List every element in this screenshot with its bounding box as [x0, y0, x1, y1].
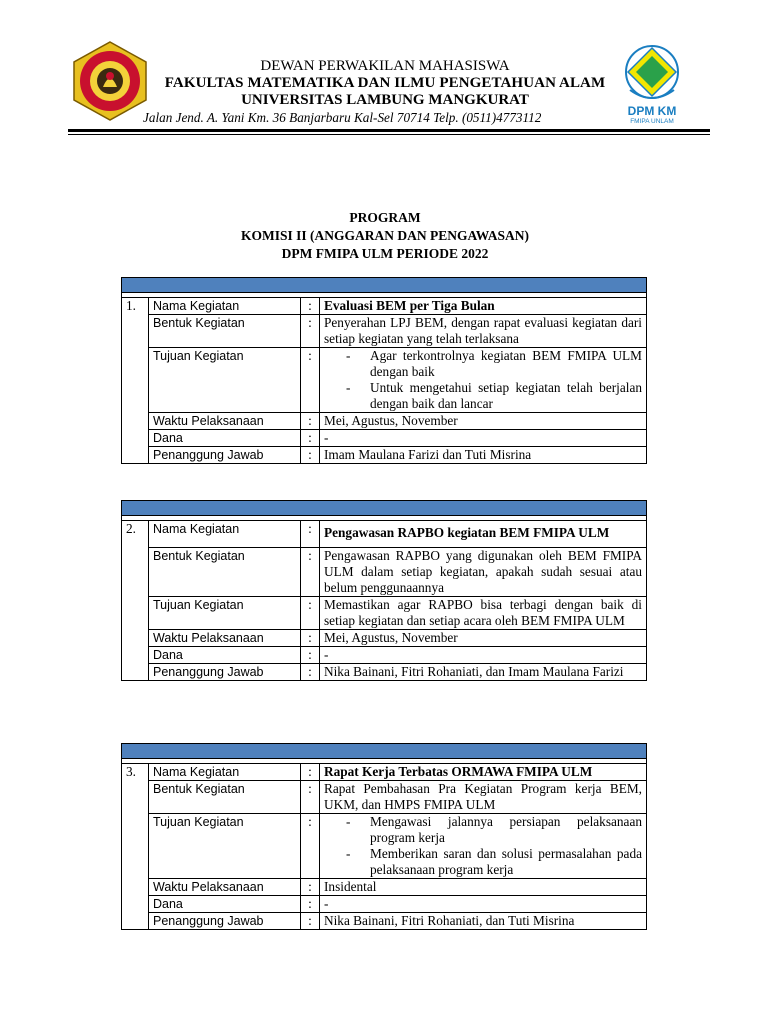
doc-title: PROGRAM — [349, 210, 421, 225]
label-waktu: Waktu Pelaksanaan — [149, 413, 301, 430]
label-tujuan: Tujuan Kegiatan — [149, 348, 301, 413]
table-header-band — [122, 501, 647, 516]
table-header-band — [122, 278, 647, 293]
doc-period: DPM FMIPA ULM PERIODE 2022 — [281, 246, 489, 261]
program-time: Mei, Agustus, November — [320, 630, 647, 647]
label-dana: Dana — [149, 430, 301, 447]
program-pic: Nika Bainani, Fitri Rohaniati, dan Tuti Misrina — [320, 913, 647, 930]
label-nama: Nama Kegiatan — [149, 298, 301, 315]
program-funds: - — [320, 647, 647, 664]
header-address: Jalan Jend. A. Yani Km. 36 Banjarbaru Kal-Sel 70714 Telp. (0511)4773112 — [143, 110, 542, 125]
label-pj: Penanggung Jawab — [149, 913, 301, 930]
label-waktu: Waktu Pelaksanaan — [149, 630, 301, 647]
program-pic: Imam Maulana Farizi dan Tuti Misrina — [320, 447, 647, 464]
program-table-2: 2. Nama Kegiatan : Pengawasan RAPBO kegiatan BEM FMIPA ULM Bentuk Kegiatan : Pengawasan RAPBO yang digunakan oleh BEM FMIPA ULM dalam setiap kegiatan, apakah sudah sesuai atau belum penggunaannya Tujuan Kegiatan : Memastikan agar RAPBO bisa terbagi dengan baik di setiap kegiatan dan setiap acara oleh BEM FMIPA ULM Waktu Pelaksanaan : Mei, Agustus, November Dana : - Penanggung Jawab : Nika Bainani, Fitri Rohaniati, dan Imam Maulana Farizi — [121, 500, 647, 681]
doc-subtitle: KOMISI II (ANGGARAN DAN PENGAWASAN) — [240, 228, 529, 243]
table-header-band — [122, 744, 647, 759]
program-funds: - — [320, 896, 647, 913]
goal-item: - Agar terkontrolnya kegiatan BEM FMIPA ULM dengan baik — [370, 348, 642, 380]
label-tujuan: Tujuan Kegiatan — [149, 814, 301, 879]
program-time: Mei, Agustus, November — [320, 413, 647, 430]
program-form: Rapat Pembahasan Pra Kegiatan Program kerja BEM, UKM, dan HMPS FMIPA ULM — [320, 781, 647, 814]
program-name: Evaluasi BEM per Tiga Bulan — [320, 298, 647, 315]
header-rule — [68, 129, 710, 132]
program-number: 2. — [122, 521, 149, 681]
program-time: Insidental — [320, 879, 647, 896]
program-name: Pengawasan RAPBO kegiatan BEM FMIPA ULM — [320, 521, 647, 548]
program-pic: Nika Bainani, Fitri Rohaniati, dan Imam Maulana Farizi — [320, 664, 647, 681]
label-tujuan: Tujuan Kegiatan — [149, 597, 301, 630]
goal-item: - Mengawasi jalannya persiapan pelaksanaan program kerja — [370, 814, 642, 846]
program-form: Penyerahan LPJ BEM, dengan rapat evaluasi kegiatan dari setiap kegiatan yang telah terlaksana — [320, 315, 647, 348]
header-university: UNIVERSITAS LAMBUNG MANGKURAT — [241, 92, 529, 108]
program-table-1: 1. Nama Kegiatan : Evaluasi BEM per Tiga Bulan Bentuk Kegiatan : Penyerahan LPJ BEM, dengan rapat evaluasi kegiatan dari setiap kegiatan yang telah terlaksana Tujuan Kegiatan : - Agar terkontrolnya kegiatan BEM FMIPA ULM dengan baik - Untuk mengetahui setiap kegiatan telah berjalan dengan baik dan lancar Waktu Pelaksanaan : Mei, Agustus, November Dana : - Penanggung Jawab : Imam Maulana Farizi dan Tuti Misrina — [121, 277, 647, 464]
label-nama: Nama Kegiatan — [149, 521, 301, 548]
program-goals — [320, 348, 647, 413]
label-waktu: Waktu Pelaksanaan — [149, 879, 301, 896]
svg-text:DPM KM: DPM KM — [627, 104, 677, 118]
header-rule-thin — [68, 134, 710, 135]
header-faculty: FAKULTAS MATEMATIKA DAN ILMU PENGETAHUAN ALAM — [164, 75, 606, 91]
program-goals — [320, 814, 647, 879]
program-table-3: 3. Nama Kegiatan : Rapat Kerja Terbatas ORMAWA FMIPA ULM Bentuk Kegiatan : Rapat Pembahasan Pra Kegiatan Program kerja BEM, UKM, dan HMPS FMIPA ULM Tujuan Kegiatan : - Mengawasi jalannya persiapan pelaksanaan program kerja - Memberikan saran dan solusi permasalahan pada pelaksanaan program kerja Waktu Pelaksanaan : Insidental Dana : - Penanggung Jawab : Nika Bainani, Fitri Rohaniati, dan Tuti Misrina — [121, 743, 647, 930]
label-bentuk: Bentuk Kegiatan — [149, 548, 301, 597]
label-pj: Penanggung Jawab — [149, 447, 301, 464]
goal-item: - Memberikan saran dan solusi permasalahan pada pelaksanaan program kerja — [370, 846, 642, 878]
label-bentuk: Bentuk Kegiatan — [149, 781, 301, 814]
label-nama: Nama Kegiatan — [149, 764, 301, 781]
program-number: 1. — [122, 298, 149, 464]
svg-text:FMIPA UNLAM: FMIPA UNLAM — [630, 118, 674, 124]
program-form: Pengawasan RAPBO yang digunakan oleh BEM FMIPA ULM dalam setiap kegiatan, apakah sudah sesuai atau belum penggunaannya — [320, 548, 647, 597]
program-name: Rapat Kerja Terbatas ORMAWA FMIPA ULM — [320, 764, 647, 781]
program-funds: - — [320, 430, 647, 447]
label-dana: Dana — [149, 896, 301, 913]
goal-item: - Untuk mengetahui setiap kegiatan telah berjalan dengan baik dan lancar — [370, 380, 642, 412]
program-goals: Memastikan agar RAPBO bisa terbagi dengan baik di setiap kegiatan dan setiap acara oleh BEM FMIPA ULM — [320, 597, 647, 630]
label-dana: Dana — [149, 647, 301, 664]
program-number: 3. — [122, 764, 149, 930]
label-bentuk: Bentuk Kegiatan — [149, 315, 301, 348]
university-seal-logo — [70, 40, 150, 122]
label-pj: Penanggung Jawab — [149, 664, 301, 681]
header-org-name: DEWAN PERWAKILAN MAHASISWA — [260, 58, 510, 74]
